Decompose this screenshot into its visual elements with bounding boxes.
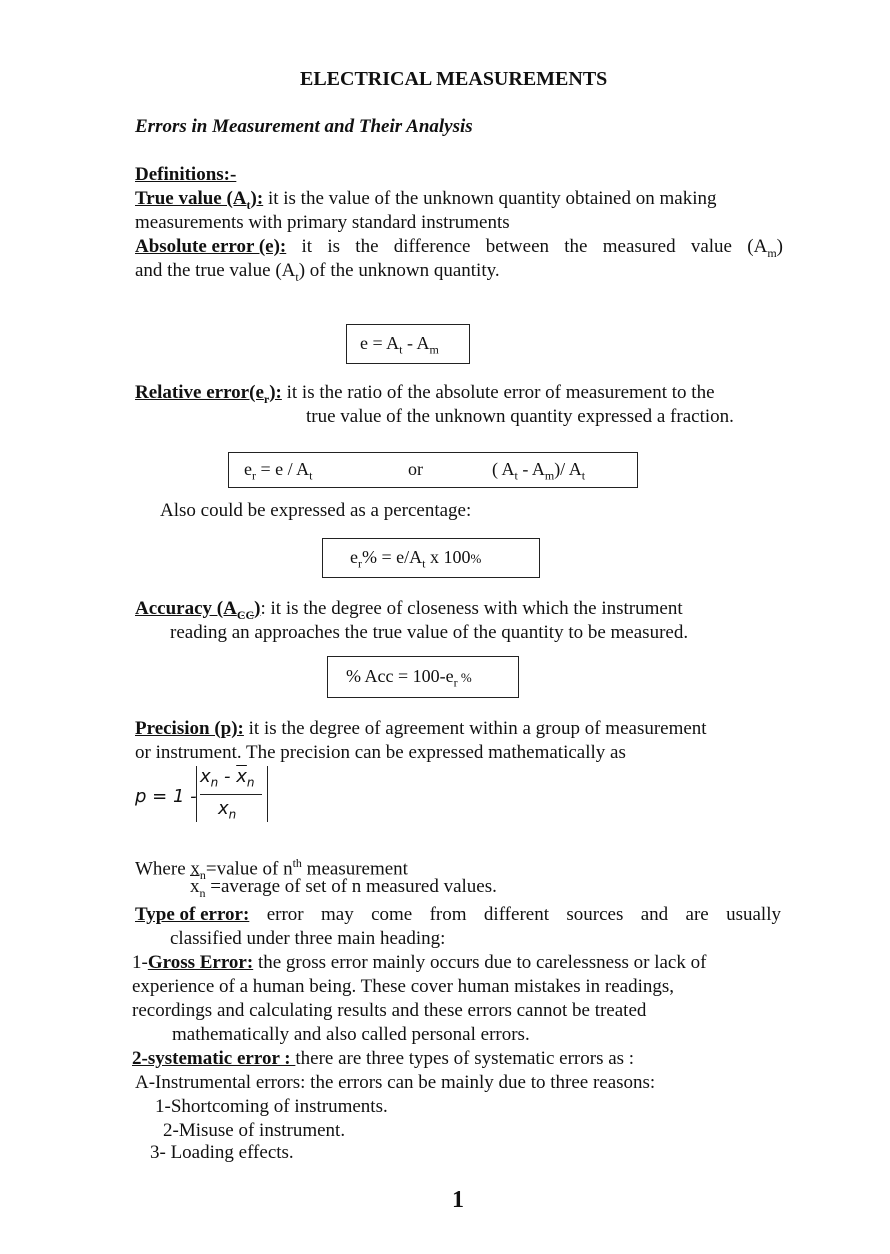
formula-relative-error-left: $e_r = e / A_t$ bbox=[244, 459, 313, 483]
percentage-intro: Also could be expressed as a percentage: bbox=[160, 500, 472, 521]
absolute-error-line2: and the true value $(A_t)$ of the unknown quantity. bbox=[135, 260, 500, 284]
reason-item: 1-Shortcoming of instruments. bbox=[155, 1096, 388, 1117]
where-line1: Where $x_n=value$ of $n^{th}$ measurement bbox=[135, 856, 408, 883]
true-value-definition: True value $(A_t)$: it is the value of the unknown quantity obtained on making bbox=[135, 188, 717, 212]
type-of-error-term: Type of error: bbox=[135, 904, 250, 925]
accuracy-line2: reading an approaches the true value of the quantity to be measured. bbox=[170, 622, 689, 643]
precision-formula-lhs: p = 1 - bbox=[135, 786, 197, 807]
systematic-error-definition: 2-systematic error : there are three types of systematic errors as : bbox=[132, 1048, 635, 1069]
abs-bar-left bbox=[196, 766, 197, 822]
gross-error-line3: recordings and calculating results and these errors cannot be treated bbox=[132, 1000, 647, 1021]
relative-error-term: Relative $error(e_r)$: bbox=[135, 382, 282, 406]
gross-error-line2: experience of a human being. These cover human mistakes in readings, bbox=[132, 976, 675, 997]
precision-numerator: $x_n - \overline{x}_n$ bbox=[200, 766, 255, 790]
formula-accuracy: % Acc = $100-e_r$ % bbox=[346, 666, 472, 690]
definitions-heading: Definitions:- bbox=[135, 164, 237, 185]
true-value-line2: measurements with primary standard instruments bbox=[135, 212, 510, 233]
precision-definition: Precision (p): it is the degree of agreement within a group of measurement bbox=[135, 718, 707, 739]
formula-relative-error-right: ( $A_t - A_m)/$ $A_t$ bbox=[492, 459, 586, 483]
accuracy-term: Accuracy $(A_{CC})$ bbox=[135, 598, 261, 622]
formula-relative-error-or: or bbox=[408, 459, 423, 479]
reason-item: 3- Loading effects. bbox=[150, 1142, 294, 1163]
gross-error-term: Gross Error: bbox=[147, 952, 254, 973]
gross-error-line4: mathematically and also called personal errors. bbox=[172, 1024, 530, 1045]
where-line2: $\overline{x}_n$ =average of set of n measured values. bbox=[190, 876, 497, 900]
abs-bar-right bbox=[267, 766, 268, 822]
precision-line2: or instrument. The precision can be expressed mathematically as bbox=[135, 742, 626, 763]
page-number: 1 bbox=[452, 1187, 464, 1213]
absolute-error-definition: Absolute error (e): it is the difference between the measured value $(A_m)$ bbox=[135, 236, 783, 264]
reason-item: 2-Misuse of instrument. bbox=[163, 1120, 346, 1141]
gross-error-definition: 1-Gross Error: the gross error mainly occurs due to carelessness or lack of bbox=[132, 952, 707, 973]
relative-error-definition: Relative $error(e_r)$: it is the ratio of the absolute error of measurement to the bbox=[135, 382, 715, 406]
precision-denominator: $x_n$ bbox=[218, 798, 237, 822]
formula-absolute-error: $e = A_t - A_m$ bbox=[360, 333, 439, 357]
absolute-error-term: Absolute error (e): bbox=[135, 236, 287, 257]
accuracy-definition: Accuracy $(A_{CC})$: it is the degree of closeness with which the instrument bbox=[135, 598, 683, 622]
instrumental-errors: A-Instrumental errors: the errors can be mainly due to three reasons: bbox=[135, 1072, 656, 1093]
section-subtitle: Errors in Measurement and Their Analysis bbox=[135, 116, 473, 137]
relative-error-line2: true value of the unknown quantity expressed a fraction. bbox=[306, 406, 734, 427]
formula-percentage: $e_r\% = e/A_t$ x 100% bbox=[350, 547, 482, 571]
type-of-error-line2: classified under three main heading: bbox=[170, 928, 446, 949]
true-value-term: True value $(A_t)$: bbox=[135, 188, 264, 212]
precision-fraction-bar bbox=[200, 794, 262, 795]
page-title: ELECTRICAL MEASUREMENTS bbox=[300, 68, 608, 90]
type-of-error-definition: Type of error: error may come from different sources and are usually bbox=[135, 904, 781, 925]
systematic-error-term: 2-systematic error : bbox=[132, 1048, 296, 1069]
precision-term: Precision (p): bbox=[135, 718, 244, 739]
